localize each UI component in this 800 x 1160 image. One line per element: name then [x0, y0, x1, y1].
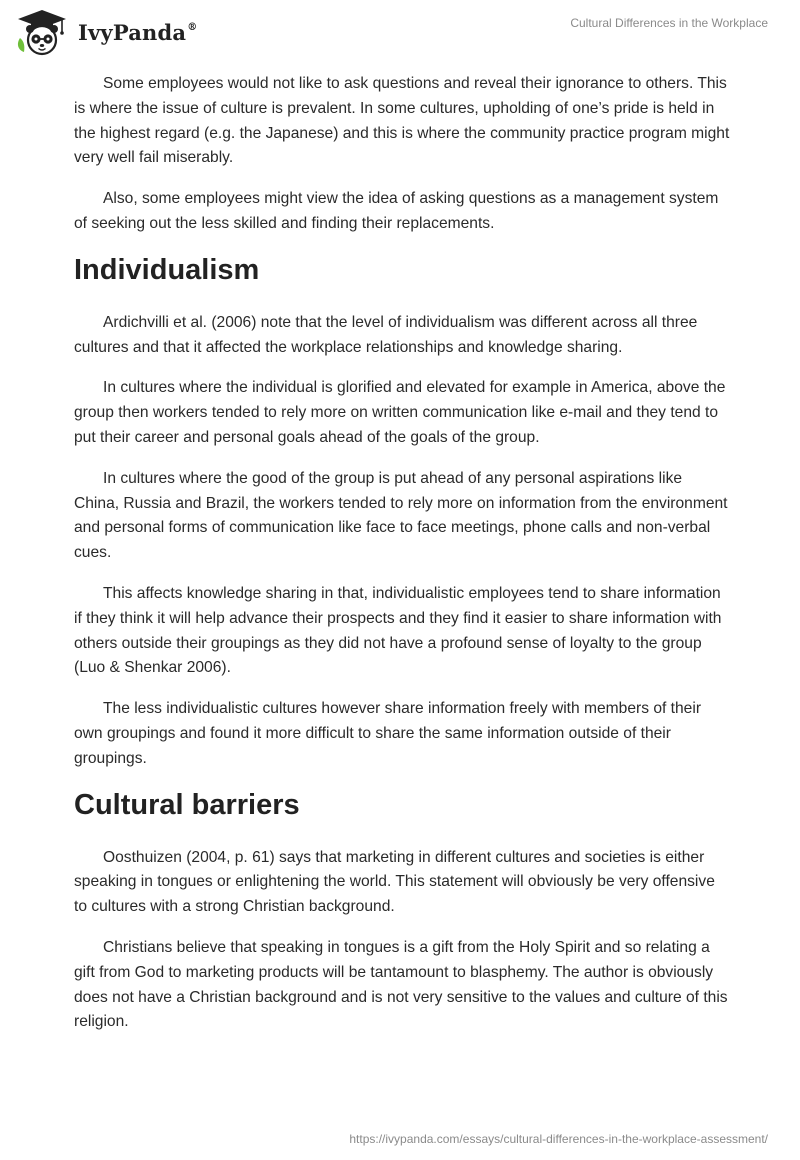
paragraph: Also, some employees might view the idea of asking questions as a management system of seeking out the less skilled and finding their replacements. — [74, 190, 719, 232]
paragraph: In cultures where the individual is glorified and elevated for example in America, above the group then workers tended to rely more on written communication like e-mail and they tend to put their career and personal goals ahead of the goals of the group. — [74, 379, 726, 446]
paragraph: Ardichvilli et al. (2006) note that the level of individualism was different across all three cultures and that it affected the workplace relationships and knowledge sharing. — [74, 313, 698, 356]
registered-mark: ® — [187, 21, 198, 33]
panda-graduation-cap-icon — [14, 8, 70, 56]
paragraph: Christians believe that speaking in tongues is a gift from the Holy Spirit and so relating a gift from God to marketing products will be tantamount to blasphemy. The author is obviously does not have a Christian background and is not very sensitive to the values and culture of this religion. — [74, 938, 728, 1031]
section-heading-cultural-barriers: Cultural barriers — [74, 788, 300, 821]
brand-name: IvyPanda® — [78, 19, 198, 45]
running-title: Cultural Differences in the Workplace — [570, 16, 768, 30]
source-url[interactable]: https://ivypanda.com/essays/cultural-differences-in-the-workplace-assessment/ — [349, 1132, 768, 1146]
section-heading-individualism: Individualism — [74, 253, 260, 286]
essay-body — [74, 72, 730, 1051]
ivypanda-logo[interactable] — [14, 8, 197, 56]
paragraph: The less individualistic cultures however share information freely with members of their own groupings and found it more difficult to share the same information outside of their groupings. — [74, 700, 702, 767]
paragraph: Oosthuizen (2004, p. 61) says that marketing in different cultures and societies is either speaking in tongues or enlightening the world. This statement will obviously be very offensive to cultures with a strong Christian background. — [74, 848, 715, 916]
paragraph: This affects knowledge sharing in that, individualistic employees tend to share information if they think it will help advance their prospects and they find it easier to share information with others outside their groupings as they did not have a profound sense of loyalty to the group (Luo & Shenkar 2006). — [74, 584, 722, 677]
page-header — [0, 0, 800, 60]
paragraph: In cultures where the good of the group is put ahead of any personal aspirations like China, Russia and Brazil, the workers tended to rely more on information from the environment and personal forms of communication like face to face meetings, phone calls and non-verbal cues. — [74, 469, 728, 562]
paragraph: Some employees would not like to ask questions and reveal their ignorance to others. This is where the issue of culture is prevalent. In some cultures, upholding of one’s pride is held in the highest regard (e.g. the Japanese) and this is where the community practice program might very well fail miserably. — [74, 75, 730, 167]
